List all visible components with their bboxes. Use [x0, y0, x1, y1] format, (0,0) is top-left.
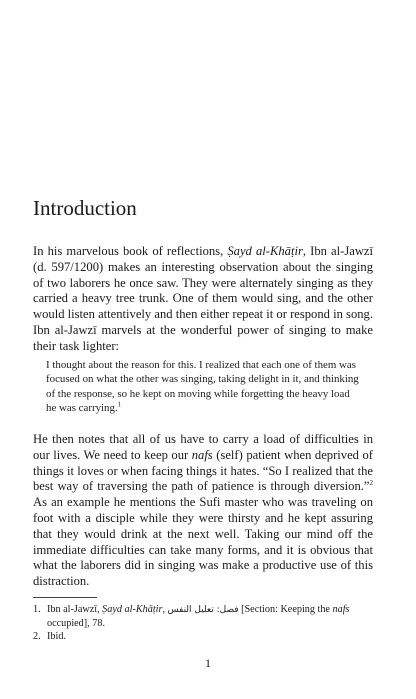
footnote-1: [33, 603, 383, 631]
footnote-1-book: Ṣayd al-Khāṭir: [102, 604, 163, 615]
chapter-title: Introduction: [33, 196, 137, 220]
p2-text-rest: As an example he mentions the Sufi master who was traveling on foot with a disciple while they were thirsty and he kept assuring that they would drink at the next well. Taking our mind off the immediate difficulties can take many forms, and it is obvious that what the laborers did in singing was make a productive use of this distraction.: [33, 495, 373, 589]
footnote-2: [33, 630, 383, 643]
footnote-divider: [33, 597, 97, 598]
page-number: 1: [205, 656, 211, 670]
footnote-1-section-b: occupied], 78.: [47, 618, 105, 630]
block-quote: [46, 358, 362, 416]
footnote-1-arabic: فصل: تعليل النفس: [167, 605, 239, 615]
footnote-ref-1[interactable]: 1: [117, 400, 122, 409]
quote-text: I thought about the reason for this. I realized that each one of them was focused on what the other was singing, taking delight in it, and thinking of the response, so he kept on moving while forgetting the heavy load he was carrying.: [46, 359, 359, 415]
footnote-2-text: Ibid.: [47, 631, 66, 642]
footnote-2-number: 2.: [33, 631, 41, 642]
footnote-1-author: Ibn al-Jawzī,: [47, 604, 103, 615]
footnote-1-term: nafs: [332, 604, 350, 615]
p1-text-before: In his marvelous book of reflections,: [33, 244, 228, 258]
book-title: Ṣayd al-Khāṭir: [227, 244, 303, 258]
footnote-1-number: 1.: [33, 604, 41, 615]
p2-text-before: He then notes that all of us have to carry a load of difficulties in our lives. We need to keep our: [33, 432, 373, 462]
footnote-1-line-1: 1. Ibn al-Jawzī, Ṣayd al-Khāṭir, فصل: تعليل النفس [Section: Keeping the nafs: [33, 604, 350, 615]
paragraph-1: [33, 244, 373, 355]
footnote-1-line-2: [33, 617, 383, 630]
nafs-term: nafs: [191, 447, 213, 462]
footnote-ref-2[interactable]: 2: [369, 479, 373, 488]
paragraph-2: [33, 432, 373, 590]
p1-text-after: , Ibn al-Jawzī (d. 597/1200) makes an interesting observation about the singing of two laborers he once saw. They were alternately singing as they carried a heavy tree trunk. One of them would sing, and the other would listen attentively and then either repeat it or respond in song. Ibn al-Jawzī marvels at the wonderful power of singing to make their task lighter:: [33, 244, 373, 353]
p2-text-after-term: (self) patient when deprived of things it loves or when facing things it hates. “So I realized that the best way of traversing the path of patience is through diversion.”: [33, 447, 373, 494]
footnote-1-section-a: [Section: Keeping the: [238, 604, 333, 615]
